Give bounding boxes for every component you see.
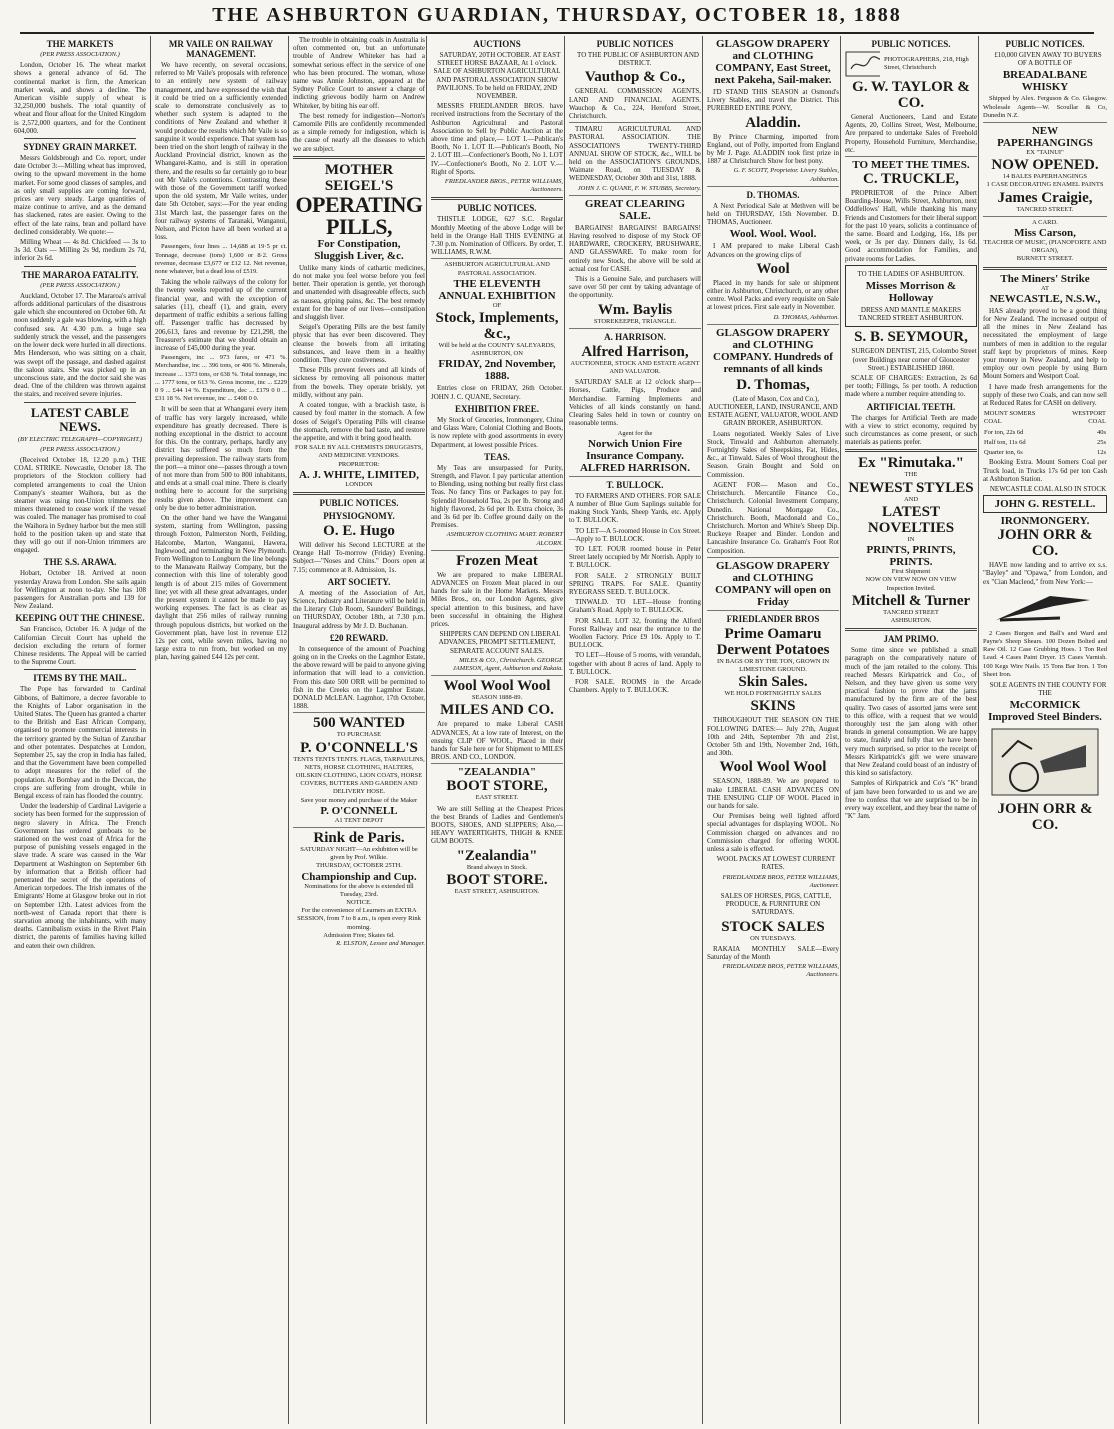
wool-title-2: Wool. Wool. Wool. bbox=[729, 228, 817, 241]
truckle-title: C. TRUCKLE, bbox=[863, 171, 959, 188]
teas-text: My Teas are unsurpassed for Purity, Strength, and Flavor. I pay particular attention to Blending, using nothing but really first class Teas. No fancy Tins or Packages to pay for. Splendid Household Tea, 2s per lb. Strong and highly flavored, 2s 6d per lb. Extra choice, 3s and 3s 6d per lb. Coffee ground daily on the Premises. bbox=[431, 463, 563, 530]
taylor-text: General Auctioneers, Land and Estate Agents, 20, Collins Street, West, Melbourne, Are prepared to undertake Sales of Freehold Property, Household Furniture, Merchandise, etc. bbox=[845, 113, 977, 154]
boot-address: EAST STREET, ASHBURTON. bbox=[454, 887, 540, 895]
carson-title: Miss Carson, bbox=[1014, 227, 1076, 240]
oamaru-title: Prime Oamaru bbox=[724, 625, 822, 642]
glasgow-2: GLASGOW DRAPERY and CLOTHING COMPANY. Hundreds of remnants of all kinds bbox=[713, 326, 833, 375]
arawa-text: Hobart, October 18. Arrived at noon yesterday Arawa from London. She sails again for Wellington at noon to-day. She has 108 passengers for Australian ports and 139 for New Zealand. bbox=[14, 569, 146, 611]
alcorn-sig: ASHBURTON CLOTHING MART. ROBERT ALCORN. bbox=[446, 531, 563, 547]
art-text: A meeting of the Association of Art, Science, Industry and Literature will be held in the Literary Club Room, Saunders' Buildings, on THURSDAY, October 18th, at 7.30 p.m. Inaugural address by Mr J. D. Buchanan. bbox=[293, 588, 425, 630]
in-text: IN bbox=[907, 535, 915, 543]
rink-signature: R. ELSTON, Lessee and Manager. bbox=[336, 940, 425, 948]
wool-season-text: SEASON, 1888-89. We are prepared to make LIBERAL CASH ADVANCES ON THE ENSUING CLIP OF WOOL Placed in our hands for sale. bbox=[707, 777, 839, 810]
divider bbox=[569, 476, 701, 477]
divider bbox=[707, 610, 839, 611]
miles-text: Are prepared to make Liberal CASH ADVANCES, At a low rate of Interest, on the ensuing CLIP OF WOOL, Placed in their hands for Sale here or for Shipment to MILES BROS. AND CO., LONDON. bbox=[431, 720, 563, 762]
whisky-text: Shipped by Alex. Ferguson & Co. Glasgow. Wholesale Agents—W. Scoullar & Co, Dunedin N.Z. bbox=[983, 95, 1107, 119]
sales-horses: SALES OF HORSES, PIGS, CATTLE, PRODUCE, & FURNITURE ON SATURDAYS. bbox=[720, 891, 832, 917]
potatoes-title: Derwent Potatoes bbox=[716, 641, 830, 658]
zealandia-stock: Brand always in Stock. bbox=[466, 863, 528, 871]
wool-packs: WOOL PACKS AT LOWEST CURRENT RATES. bbox=[716, 855, 836, 872]
public-notice: TO THE PUBLIC OF ASHBURTON AND DISTRICT. bbox=[577, 51, 699, 68]
oconnell-items: TENTS TENTS TENTS. FLAGS, TARPAULINS, NETS, HORSE CLOTHING, HALTERS, OILSKIN CLOTHING, LION COATS, HORSE COVERS, BUTTERS AND GARDEN AND DELIVERY HOSE. bbox=[293, 755, 425, 796]
mararoa-heading: THE MARAROA FATALITY. bbox=[21, 269, 139, 280]
mitchell-street: TANCRED STREET bbox=[883, 608, 939, 616]
timaru-show: TIMARU AGRICULTURAL AND PASTORAL ASSOCIATION. THE ASSOCIATION'S TWENTY-THIRD ANNUAL SHOW OF STOCK, &c., WILL be held on the ASSOCIATION'S GROUNDS, Waimate Road, on TUESDAY & WEDNESDAY, October 30th and 31st, 1888. bbox=[569, 125, 701, 183]
divider bbox=[293, 827, 425, 828]
shears-icon bbox=[990, 590, 1100, 626]
bullock-3: TO LET. FOUR roomed house in Peter Street lately occupied by Mr Norrish. Apply to T. BULLOCK. bbox=[569, 544, 701, 570]
enamel-text: 1 CASE DECORATING ENAMEL PAINTS bbox=[986, 181, 1104, 189]
methven-sale: A Next Periodical Sale at Methven will be held on THURSDAY, 15th November. D. THOMAS, Auctioneer. bbox=[707, 201, 839, 227]
harrison-name: Alfred Harrison, bbox=[581, 343, 689, 360]
norwich-title: Norwich Union Fire Insurance Company. bbox=[586, 437, 684, 462]
latest-novelties: LATEST NOVELTIES bbox=[867, 503, 955, 536]
markets-source: (PER PRESS ASSOCIATION.) bbox=[40, 51, 120, 58]
photographer-text: PHOTOGRAPHERS, 218, High Street, Christchurch bbox=[883, 55, 969, 71]
art-heading: ART SOCIETY. bbox=[327, 576, 391, 587]
vaile-text-3: It will be seen that at Whangarei every item of traffic has very largely increased, while expenditure has greatly decreased. There is nothing exceptional in the district to account for this. On the contrary, perhaps, hardly any district has suffered so much from the prevailing depression. The railway starts from the port—a minor one—passes through a town of not more than from 500 to 800 inhabitants, and ends at a small coal mine. There is clearly nothing here to account for the surprising results given above. The improvement can only be due to better administration. bbox=[155, 405, 287, 512]
morrison-sub: DRESS AND MANTLE MAKERS TANCRED STREET ASHBURTON. bbox=[858, 306, 964, 323]
vaile-heading: MR VAILE ON RAILWAY MANAGEMENT. bbox=[168, 39, 274, 59]
scott-sig: G. F. SCOTT, Proprietor. Livery Stables, Ashburton. bbox=[733, 167, 839, 183]
tainui-text: EX "TAINUI" bbox=[1026, 149, 1064, 157]
thomas-sig: D. THOMAS, Ashburton. bbox=[773, 313, 839, 321]
harrison-heading: A. HARRISON. bbox=[604, 331, 666, 342]
vaile-list: Passengers, inc ... 973 fares, or 471 %. Merchandise, inc ... 396 tons, or 406 %. Minerals, increase ... 1373 tons, or 638 %. Total tonnage, inc ... 1777 tons, or 613 %. Gross income, inc ... £229 0 9 ... £44 14 %. Expenditure, dec ... £179 0 0 ... £31 18 %. Net revenue, inc ... £408 0 0. bbox=[155, 354, 287, 403]
coal-cell: WESTPORT COAL bbox=[1072, 410, 1106, 426]
divider bbox=[845, 449, 977, 452]
and-text: AND bbox=[903, 495, 919, 503]
at-text: AT bbox=[1041, 284, 1049, 292]
arawa-heading: THE S.S. ARAWA. bbox=[43, 557, 117, 568]
seigel-title-1: MOTHER bbox=[324, 161, 394, 178]
divider bbox=[569, 328, 701, 329]
skin-hold: WE HOLD FORTNIGHTLY SALES bbox=[724, 690, 822, 698]
clearing-sale-title: GREAT CLEARING SALE. bbox=[584, 197, 686, 222]
ironmongery-title: IRONMONGERY. bbox=[1000, 515, 1090, 528]
skins-dates: THROUGHOUT THE SEASON ON THE FOLLOWING DATES:— July 27th, August 10th and 24th, September 7th and 21st, October 5th and 19th, November 2nd, 16th, and 30th. bbox=[707, 716, 839, 758]
frozen-meat-text: We are prepared to make LIBERAL ADVANCES on Frozen Meat placed in our hands for sale in the Home Markets. Messrs Miles Bros., on, our London Agents, give special attention to this business, and have been successful in obtaining the Highest prices. bbox=[431, 570, 563, 628]
photographer-logo-icon bbox=[845, 51, 880, 77]
newest-styles: NEWEST STYLES bbox=[848, 479, 974, 496]
newcastle-title: NEWCASTLE, N.S.W., bbox=[989, 292, 1101, 305]
exhibition-ad bbox=[431, 261, 563, 382]
taylor-title: G. W. TAYLOR & CO. bbox=[852, 79, 970, 111]
vaile-table: Passengers, four lines ... 14,688 at 19·5 pr ct. Tonnage, decrease (tons) 1,600 or 8·2. Gross revenue, decrease £3,677 or £12 12. Net revenue, none whatever, but a dead loss of £519. bbox=[155, 243, 287, 276]
skins-title: SKINS bbox=[750, 698, 796, 715]
seymour-sub: SURGEON DENTIST, 215, Colombo Street (over Buildings near corner of Gloucester Street.) ESTABLISHED 1860. bbox=[851, 347, 977, 372]
column-7 bbox=[840, 36, 981, 1424]
morrison-title: Misses Morrison & Holloway bbox=[865, 280, 957, 305]
column-5 bbox=[564, 36, 705, 1424]
coal-trouble-text: The trouble in obtaining coals in Australia is often commented on, but an unfortunate trouble of Andrew Whiteker has had a somewhat serious effect in the service of one who has been procured. The woman, whose name was Annie Johnston, appeared at the Sydney Police Court to answer a charge of indicting grievous bodily harm on Andrew Whiteker, by biting his ear off. bbox=[293, 36, 425, 110]
rink-admission: Admission Free; Skates 6d. bbox=[323, 931, 395, 939]
jam-text-2: Samples of Kirkpatrick and Co's "K" brand of jam have been forwarded to us and we are free to confess that we are surprised to be in every way excellent, and they bear the name of "K" Jam. bbox=[845, 779, 977, 821]
seigel-sub-2: Sluggish Liver, &c. bbox=[314, 249, 404, 262]
reward-heading: £20 REWARD. bbox=[329, 632, 388, 643]
cable-heading: LATEST CABLE NEWS. bbox=[30, 404, 130, 434]
orr-landing: HAVE now landing and to arrive ex s.s. "Bayley" and "Opawa," from London, and ex "Cian Macleod," from New York:— bbox=[983, 561, 1107, 586]
grain-text: Messrs Goldsbrough and Co. report, under date October 3:—Milling wheat has improved, owing to the upward movement in the home market. For some good classes of samples, and as only small supplies are coming forward, prices are very steady. Large quantities of maize continue to arrive, and as the demand has slackened, rates are easier. Owing to the effect of the late rains, bran and pollard have declined considerably. We quote:— bbox=[14, 154, 146, 236]
mail-text: The Pope has forwarded to Cardinal Gibbons, of Baltimore, a decree favorable to the Knights of Labor organisation in the United States. The Queen has granted a charter to the British and East African Company, organised to promote commercial interests in the territory granted by the Sultan of Zanzibar and other potentates. Despatches at London, September 25, say the crop in India has failed, and that the Government have been compelled to adopt measures for the relief of the population. At Bombay and in the Deccan, the crops are suffering from drought, while in Bengal excess of rain has flooded the country. bbox=[14, 685, 146, 801]
mararoa-source: (PER PRESS ASSOCIATION.) bbox=[40, 281, 120, 289]
oconnell-depot: A1 TENT DEPOT bbox=[334, 816, 384, 824]
carson-street: BURNETT STREET. bbox=[1016, 255, 1074, 263]
clearing-sale-text: BARGAINS! BARGAINS! BARGAINS! Having resolved to dispose of my Stock OF HARDWARE, CROCKERY, BRUSHWARE, AND GLASSWARE. To make room for entirely new Stock, the above will be sold at actual cost for CASH. bbox=[569, 223, 701, 273]
coal-price-table bbox=[983, 409, 1107, 458]
wauchop-text: GENERAL COMMISSION AGENTS, LAND AND FINANCIAL AGENTS. Wauchop & Co., 224, Hereford Street, Christchurch. bbox=[569, 87, 701, 121]
exhibition-title: THE ELEVENTH ANNUAL EXHIBITION bbox=[438, 277, 556, 302]
exhibition-entries: Entries close on FRIDAY, 26th October. JOHN J. C. QUANE, Secretary. bbox=[431, 384, 563, 401]
cable-source: (BY ELECTRIC TELEGRAPH—COPYRIGHT.) bbox=[17, 435, 143, 443]
divider bbox=[707, 324, 839, 325]
masthead bbox=[20, 4, 1094, 34]
restell-title: JOHN G. RESTELL. bbox=[994, 498, 1096, 511]
column-6 bbox=[702, 36, 843, 1424]
rink-saturday: SATURDAY NIGHT—An exhibition will be given by Prof. Wilkie. bbox=[300, 846, 418, 862]
divider bbox=[24, 669, 136, 670]
shippers-text: SHIPPERS CAN DEPEND ON LIBERAL ADVANCES, PROMPT SETTLEMENT, SEPARATE ACCOUNT SALES. bbox=[438, 630, 561, 655]
divider bbox=[431, 763, 563, 764]
meet-times: TO MEET THE TIMES. bbox=[852, 159, 970, 172]
column-4 bbox=[426, 36, 567, 1424]
divider bbox=[293, 492, 425, 495]
mararoa-text: Auckland, October 17. The Mararoa's arrival affords additional particulars of the disastrous gale which she encountered on October 6th. At noon suddenly a gale was blowing, with a high confused sea. At 4.30 p.m. a huge sea suddenly struck the vessel, and the passengers on the lower deck were hurled in all directions. Mrs Henderson, who was sitting on a chair, was swept off the passage, and dashed against the saloon stairs. She was picked up in an unconscious state, and the doctor said she was dead. One of the children was thrown against the stairs, and received severe injuries. bbox=[14, 291, 146, 399]
seigel-title-4: PILLS, bbox=[325, 213, 393, 239]
harrison-text: SATURDAY SALE at 12 o'clock sharp—Horses, Cattle, Pigs, Produce and Merchandise. Farming Implements and Vehicles of all kinds constantly on hand. Clearing Sales held in town or country on reasonable terms. bbox=[569, 378, 701, 428]
whisky-title: BREADALBANE WHISKY bbox=[1002, 69, 1088, 94]
divider bbox=[293, 712, 425, 713]
divider bbox=[845, 628, 977, 631]
coal-strike-text: (Received October 18, 12.20 p.m.) THE COAL STRIKE. Newcastle, October 18. The proprietors of the Stockton colliery had completed arrangements to coal the Union Company's steamer Waihora, but as the steamer was using non-Union trimmers the miners threatened to cease work if the vessel was coaled. The manager has promised to coal the Waihora in Sydney harbor but the men still hold to the position taken up and state that they will go out if non-Union trimmers are engaged. bbox=[14, 455, 146, 555]
jam-text: Some time since we published a small paragraph on the comparatively nature of much of the jam retailed to the colony. This reached Messrs Kirkpatrick and Co., of Nelson, and they have given us some very practical fashion to prove that the jams manufactured by the firm are of the best quality. Two cases of assorted jams were sent to this office, with a request that we would thoroughly test the jam along with other brands in general consumption. We are happy to state, frankly and fully that we have been very much surprised, so prior to the receipt of Messrs Kirkpatrick's gift we were unaware that New Zealand could boast of an industry of this kind so satisfactory. bbox=[845, 646, 977, 778]
markets-text: London, October 16. The wheat market shows a general advance of 6d. The continental market is firm, the American market weak, and shows a decline. The American visible supply of wheat is 32,250,000 bushels. The total quantity of wheat and flour afloat for the United Kingdom is 2,572,000 quarters, and for the Continent 604,000. bbox=[14, 61, 146, 135]
rink-notice: NOTICE. bbox=[346, 899, 372, 907]
orr-title: JOHN ORR & CO. bbox=[997, 527, 1093, 560]
bales-text: 14 BALES PAPERHANGINGS bbox=[1003, 173, 1087, 181]
hugo-name: O. E. Hugo bbox=[323, 522, 395, 539]
thomas-services: Loans negotiated. Weekly Sales of Live Stock, Tinwald and Ashburton alternately. Fortnightly Sales of Sheepskins, Fat, Hides, &c., at Tinwald. Sales of Wool throughout the Season. Grain Bought and Sold on Commission. bbox=[707, 429, 839, 479]
agent-for: Agent for the bbox=[617, 429, 653, 437]
skin-sales-title: Skin Sales. bbox=[738, 674, 808, 691]
aladdin-title: Aladdin. bbox=[745, 114, 801, 131]
potatoes-sub: IN BAGS OR BY THE TON, GROWN IN LIMESTONE GROUND. bbox=[716, 657, 830, 673]
markets-heading: THE MARKETS bbox=[46, 39, 114, 49]
timaru-sig: JOHN J. C. QUANE, F. W. STUBBS, Secretary. bbox=[577, 184, 701, 192]
oconnell-purchase: TO PURCHASE bbox=[336, 731, 382, 739]
craigie-title: James Craigie, bbox=[997, 189, 1093, 206]
boot-street: EAST STREET. bbox=[475, 794, 519, 802]
wool-text: Placed in my hands for sale or shipment either in Ashburton, Christchurch, or any other centre. Wool Packs and every requisite on Sale at lowest prices. First sale early in November. bbox=[707, 278, 839, 312]
bullock-heading: T. BULLOCK. bbox=[606, 479, 664, 490]
stock-sales-title: STOCK SALES bbox=[721, 918, 825, 935]
chinese-heading: KEEPING OUT THE CHINESE. bbox=[15, 613, 145, 624]
inspection: Inspection Invited. bbox=[886, 584, 936, 592]
mail-heading: ITEMS BY THE MAIL. bbox=[33, 673, 127, 684]
rakaia-sale: RAKAIA MONTHLY SALE—Every Saturday of the Month bbox=[707, 944, 839, 961]
column-8 bbox=[978, 36, 1111, 1424]
coal-cell: 40s bbox=[1096, 428, 1106, 436]
groceries-text: My Stock of Groceries, Ironmongery, China and Glass Ware, Colonial Clothing and Boots, is now replete with good assortments in every Department, at lowest possible Prices. bbox=[431, 415, 563, 449]
thomas-heading: D. THOMAS. bbox=[746, 189, 800, 200]
physiognomy-heading: PHYSIOGNOMY. bbox=[323, 510, 395, 521]
reward-text: In consequence of the amount of Poaching going on in the Creeks on the Lagmhor Estate, the above reward will be paid to anyone giving information that will lead to a conviction. From this date 500 ORR will be permitted to fish in the Creeks on the Lagmhor Estate. DONALD McLEAN. Lagmhor, 17th October, 1888. bbox=[293, 644, 425, 711]
stand-text: I'D STAND THIS SEASON at Osmond's Livery Stables, and travel the District. This PUREBRED ENTIRE PONY, bbox=[707, 88, 839, 113]
strike-text: HAS already proved to be a good thing for New Zealand. The increased output of all the mines in New Zealand has necessitated the employment of large numbers of men in addition to the regular staff kept by proprietors of mines. Keep your money in New Zealand, and help to employ our own people by using Burn Mount Somers and Westport Coal. bbox=[983, 306, 1107, 381]
rimutaka-title: Ex "Rimutaka." bbox=[858, 455, 964, 472]
seigel-text-2: Seigel's Operating Pills are the best family physic that has ever been discovered. They cleanse the bowels from all irritating substances, and leave them in a healthy condition. They cure costiveness. bbox=[293, 323, 425, 365]
seigel-text-3: These Pills prevent fevers and all kinds of sickness by removing all poisonous matter from the bowels. They operate briskly, yet mildly, without any pain. bbox=[293, 366, 425, 399]
coal-cell: For ton, 22s 6d bbox=[984, 428, 1024, 436]
zealandia-title: "ZEALANDIA" bbox=[457, 766, 537, 779]
column-2 bbox=[150, 36, 291, 1424]
card-text: A CARD. bbox=[1032, 218, 1058, 226]
hugo-text: Will deliver his Second LECTURE at the Orange Hall To-morrow (Friday) Evening. Subject—"Noses and Chins." Doors open at 7.15; commence at 8. Admission, 1s. bbox=[293, 540, 425, 574]
exhibition-assoc: ASHBURTON AGRICULTURAL AND PASTORAL ASSOCIATION. bbox=[444, 261, 550, 277]
aladdin-text: By Prince Charming, imported from England, out of Polly, imported from England by Mr J. Page. ALADDIN took first prize in 1887 at Christchurch Show for best pony. bbox=[707, 132, 839, 166]
zealandia-brand: "Zealandia" bbox=[456, 847, 538, 864]
friedlander-sig-2: FRIEDLANDER BROS, PETER WILLIAMS, Auctioneer. bbox=[722, 873, 839, 889]
white-sale: FOR SALE BY ALL CHEMISTS DRUGGISTS, AND MEDICINE VENDORS. bbox=[294, 444, 424, 460]
thistle-lodge: THISTLE LODGE, 627 S.C. Regular Monthly Meeting of the above Lodge will be held in the Orange Hall THIS EVENING at 7.30 p.m. Nomination of Officers. By order, T. WILLIAMS, R.W.M. bbox=[431, 215, 563, 257]
divider bbox=[431, 258, 563, 259]
miles-title: MILES AND CO. bbox=[440, 702, 554, 719]
boot-store-title-2: BOOT STORE. bbox=[446, 871, 548, 888]
white-proprietor: PROPRIETOR: bbox=[338, 460, 380, 468]
vaile-text: We have recently, on several occasions, referred to Mr Vaile's proposals with reference to an entirely new system of railway management, and have expressed the wish that it could be tried on a sufficiently extended scale to demonstrate conclusively as to whether such system is adapted to the conditions of New Zealand and whether it would produce the results which Mr Vaile is so sanguine it would experience. That system has been tried on the short length of railway in the Auckland Provincial district, known as the Whangarei-Kamo, and is still in operation there, and the results so far certainly go to bear out Mr Vaile's contentions. Contrasting these with those of the Government tariff worked upon the old system, Mr Vaile writes, under date 5th October, says:—For the year ending 31st March last, the passenger fares on the four railway systems of Taranaki, Wanganui, Nelson, and Picton have all been worked at a loss. bbox=[155, 61, 287, 242]
the-text: THE bbox=[904, 471, 918, 479]
divider bbox=[431, 197, 563, 200]
column-3 bbox=[288, 36, 429, 1424]
jam-heading: JAM PRIMO. bbox=[883, 634, 939, 645]
strike-title: The Miners' Strike bbox=[1000, 272, 1090, 285]
glasgow-1: GLASGOW DRAPERY and CLOTHING COMPANY, East Street, next Pakeha, Sail-maker. bbox=[714, 38, 832, 86]
divider bbox=[24, 138, 136, 139]
friedlander-heading: FRIEDLANDER BROS bbox=[726, 613, 820, 624]
divider bbox=[24, 266, 136, 267]
boot-text: We are still Selling at the Cheapest Prices the best Brands of Ladies and Gentlemen's BOOTS, SHOES, AND SLIPPERS; Also,— HEAVY WATERTIGHTS, THIGH & KNEE GUM BOOTS. bbox=[431, 804, 563, 846]
thomas-agents: AGENT FOR— Mason and Co., Christchurch. Mercantile Finance Co., Christchurch. Colonial Investment Company, Dunedin. National Mortgage Co., Christchurch. Booth, Macdonald and Co., Christchurch. Morton and White's Sheep Dip. Ruckeye Reaper and Binder. London and Lancashire Insurance Co. Graham's Foot Rot Composition. bbox=[707, 480, 839, 555]
rink-ad bbox=[293, 830, 425, 948]
cable-source-2: (PER PRESS ASSOCIATION.) bbox=[40, 445, 120, 453]
stock-sales-day: ON TUESDAYS. bbox=[750, 934, 796, 942]
mail-text-2: Under the leadership of Cardinal Lavigerie a society has been formed for the suppression of negro slavery in Africa. The French Government has ordered gunboats to be stationed on the west coast of Africa for the purpose of punishing vessels engaged in the slave trade. A scare was caused in the War Department at Washington on September 6th by information that a British officer had penetrated the secret of the operations of American torpedoes. The Irish inmates of the Emigrants' Home at Glasgow broke out in riot on September 12th. Latest advices from the north-west of Canada report that there is starvation among the inhabitants, with many deaths. Cannibalism exists in the Rivet Plain district, the parents of families having killed and eaten their own children. bbox=[14, 802, 146, 950]
harrison-title: AUCTIONEER, STOCK AND ESTATE AGENT AND VALUATOR. bbox=[570, 359, 700, 376]
divider bbox=[983, 216, 1107, 217]
frozen-meat-title: Frozen Meat bbox=[456, 552, 538, 569]
seigel-text-4: A coated tongue, with a brackish taste, is caused by foul matter in the stomach. A few doses of Seigel's Operating Pills will cleanse the stomach, remove the bad taste, and restore the appetite, and with it bring good health. bbox=[293, 401, 425, 442]
newcastle-stock: NEWCASTLE COAL ALSO IN STOCK bbox=[989, 484, 1107, 493]
friedlander-instructions: MESSRS FRIEDLANDER BROS. have received instructions from the Secretary of the Ashburton Agricultural and Pastoral Association to Sell by Public Auction at the above time and place,— LOT I.—Publican's Booth, No 1. LOT II.—Publican's Booth, No 2. LOT III.—Confectioner's Booth, No 1. LOT IV.—Confectioner's Booth, No 2. LOT V.—Right of Sports. bbox=[431, 102, 563, 176]
orr-list: 2 Cases Burgon and Ball's and Ward and Payne's Sheep Shears. 100 Dozen Bolted and Raw Oil. 12 Case Grubbing Hoes. 1 Ton Red Lead. 4 Cases Paint Dryer. 15 Cases Varnish. 100 Kegs Wire Nails. 15 Tons Bar Iron. 1 Ton Sheet Iron. bbox=[983, 629, 1107, 678]
mitchell-title: Mitchell & Turner bbox=[851, 592, 971, 609]
seigel-ad bbox=[293, 162, 425, 262]
now-opened: NOW OPENED. bbox=[991, 157, 1099, 174]
coal-cell: MOUNT SOMERS COAL bbox=[984, 410, 1036, 426]
miles-sig: MILES & CO., Christchurch. GEORGE JAMESON, Agent, Ashburton and Rakaia. bbox=[452, 656, 563, 672]
coal-cell: Half ton, 11s 6d bbox=[984, 438, 1026, 446]
rink-session: For the convenience of Learners an EXTRA SESSION, from 7 to 8 a.m., is open every Rink morning. bbox=[297, 907, 421, 931]
bullock-7: TO LET—House of 5 rooms, with verandah, together with about 8 acres of land. Apply to T. BULLOCK. bbox=[569, 651, 701, 676]
divider bbox=[845, 156, 977, 157]
orr-title-2: JOHN ORR & CO. bbox=[997, 801, 1093, 834]
coal-arrangements: I have made fresh arrangements for the supply of these two Coals, and can now sell at Reduced Rates for CASH on delivery. bbox=[983, 382, 1107, 408]
rink-nominations: Nominations for the above is extended till Tuesday, 23rd. bbox=[304, 882, 414, 898]
notices-heading-2: PUBLIC NOTICES. bbox=[457, 203, 537, 214]
bullock-2: TO LET—A 5-roomed House in Cox Street.—Apply to T. BULLOCK. bbox=[569, 526, 701, 543]
wool-season: SEASON 1888-89. bbox=[471, 694, 523, 702]
oconnell-ad bbox=[293, 715, 425, 825]
seigel-sub-1: For Constipation, bbox=[317, 237, 401, 250]
mitchell-town: ASHBURTON. bbox=[890, 616, 932, 624]
notices-heading: PUBLIC NOTICES. bbox=[319, 497, 399, 508]
rink-date: THURSDAY, OCTOBER 25TH. bbox=[316, 862, 402, 870]
coal-truck: Booking Extra. Mount Somers Coal per Truck load, in Trucks 17s 6d per ton Cash at Ashburton Station. bbox=[983, 458, 1107, 483]
exhibition-free: EXHIBITION FREE. bbox=[454, 403, 540, 414]
exhibition-stock: Stock, Implements, &c., bbox=[435, 310, 559, 343]
paperhangings-title: NEW PAPERHANGINGS bbox=[997, 125, 1093, 150]
friedlander-sig: FRIEDLANDER BROS., PETER WILLIAMS, Auctioneers. bbox=[444, 178, 563, 194]
wool-title-3: Wool Wool Wool bbox=[719, 759, 827, 776]
whisky-give: £10,000 GIVEN AWAY TO BUYERS OF A BOTTLE OF bbox=[994, 51, 1102, 68]
divider bbox=[431, 675, 563, 676]
bullock-1: TO FARMERS AND OTHERS. FOR SALE A number of Blue Gum Saplings suitable for making Stock Yards, Sheep Yards, etc. Apply to T. BULLOCK. bbox=[569, 491, 701, 525]
notices-heading-3: PUBLIC NOTICES bbox=[596, 39, 674, 49]
baylis-title: STOREKEEPER, TRIANGLE. bbox=[593, 317, 677, 325]
masthead-title: THE ASHBURTON GUARDIAN, THURSDAY, OCTOBER 18, 1888 bbox=[212, 4, 902, 26]
baylis-name: Wm. Baylis bbox=[597, 301, 673, 318]
thomas-name: D. Thomas, bbox=[736, 376, 810, 393]
column-1 bbox=[14, 36, 150, 1424]
notices-heading-5: PUBLIC NOTICES. bbox=[1005, 39, 1085, 49]
friedlander-sig-3: FRIEDLANDER BROS, PETER WILLIAMS, Auctioneers. bbox=[722, 963, 839, 979]
wool-big: Wool bbox=[756, 260, 790, 277]
first-shipment: First Shipment bbox=[891, 568, 931, 576]
oconnell-save: Save your money and purchase of the Maker bbox=[300, 796, 418, 804]
prints-title: PRINTS, PRINTS, PRINTS. bbox=[866, 544, 956, 569]
bullock-6: FOR SALE. LOT 32, fronting the Alford Forest Railway and near the entrance to the Woollen Factory. Price £9 10s. Apply to T. BULLOCK. bbox=[569, 616, 701, 650]
seigel-text-1: Unlike many kinds of cathartic medicines, do not make you feel worse before you feel better. Their operation is gentle, yet thorough and unattended with disagreeable effects, such as nausea, griping pains, &c. The best remedy extant for the bane of our lives—constipation and sluggish liver. bbox=[293, 263, 425, 322]
show-pavilions: SATURDAY, 20TH OCTOBER. AT EAST STREET HORSE BAZAAR, At 1 o'clock. SALE OF ASHBURTON AGRICULTURAL AND PASTORAL ASSOCIATION SHOW PAVILIONS. To be held on FRIDAY, 2ND NOVEMBER. bbox=[433, 51, 561, 101]
coal-cell: Quarter ton, 6s bbox=[984, 449, 1023, 457]
genuine-sale: This is a Genuine Sale, and purchasers will save over 50 per cent by taking advantage of the opportunity. bbox=[569, 275, 701, 300]
vaile-text-4: On the other hand we have the Wanganui system, starting from Wellington, passing through Foxton, Palmerston North, Feilding, Halcombe, Marton, Wanganui, Hawera, Inglewood, and terminating in New Plymouth. From Wellington to Longburn the line belongs to the Manawatu Railway Company, but the connection with this line of tolerably good length is of about 215 miles of Government line; yet with all these great advantages, under the present system it cannot be made to pay working expenses. The fact is as clear as daylight that 256 miles of railway running through populous districts, but worked on the Government plan, have lost in revenue £12 12s per cent, while seven miles, having no large extra to run from, but worked on my plan, having gained £44 12s per cent. bbox=[155, 513, 287, 662]
exhibition-of: OF bbox=[492, 301, 502, 309]
white-name: A. J. WHITE, LIMITED, bbox=[299, 468, 419, 481]
oconnell-name-2: P. O'CONNELL bbox=[320, 804, 398, 817]
harrison-name-2: ALFRED HARRISON. bbox=[579, 461, 690, 474]
white-ad bbox=[293, 444, 425, 489]
wool-advances: I AM prepared to make Liberal Cash Advances on the growing clips of bbox=[707, 242, 839, 259]
craigie-street: TANCRED STREET. bbox=[1016, 205, 1074, 213]
teeth-text: The charges for Artificial Teeth are made with a view to strict economy, required by such circumstances as come present, or such materials as patients prefer. bbox=[845, 413, 977, 447]
sole-agents: SOLE AGENTS IN THE COUNTY FOR THE bbox=[989, 680, 1107, 698]
boot-store-title: BOOT STORE, bbox=[446, 778, 548, 795]
binders-title: Improved Steel Binders. bbox=[988, 711, 1102, 724]
divider bbox=[569, 122, 701, 123]
exhibition-date: FRIDAY, 2nd November, 1888. bbox=[438, 358, 556, 383]
wauchop-title: Vauthop & Co., bbox=[584, 69, 686, 86]
divider bbox=[983, 267, 1107, 270]
divider bbox=[707, 557, 839, 558]
rink-championship: Championship and Cup. bbox=[301, 870, 417, 883]
glasgow-3: GLASGOW DRAPERY and CLOTHING COMPANY will open on Friday bbox=[715, 559, 831, 608]
white-city: LONDON bbox=[345, 480, 373, 488]
divider bbox=[293, 156, 425, 159]
notices-heading-4: PUBLIC NOTICES. bbox=[871, 39, 951, 49]
divider bbox=[24, 402, 136, 403]
norton-pills-text: The best remedy for indigestion—Norton's Camomile Pills are confidently recommended as a simple remedy for indigestion, which is the cause of nearly all the diseases to which we are subject. bbox=[293, 111, 425, 153]
grain-quotes: Milling Wheat — 4s 8d. Chickfeed — 3s to 3s 3d. Oats — Milling 2s 9d, medium 2s 7d, inferior 2s 6d. bbox=[14, 238, 146, 263]
mccormick-title: McCORMICK bbox=[1009, 699, 1081, 712]
now-on-view: NOW ON VIEW NOW ON VIEW bbox=[865, 576, 957, 584]
rink-title: Rink de Paris. bbox=[313, 830, 405, 846]
ladies-heading: TO THE LADIES OF ASHBURTON. bbox=[857, 269, 965, 278]
auctions-heading: AUCTIONS bbox=[473, 39, 521, 49]
thomas-title: (Late of Mason, Cox and Co.), AUCTIONEER, LAND, INSURANCE, AND ESTATE AGENT, VALUATOR, WOOL AND GRAIN BROKER, ASHBURTON. bbox=[708, 394, 838, 428]
bullock-4: FOR SALE. 2 STRONGLY BUILT SPRING TRAPS. For SALE. Quantity RYEGRASS SEED. T. BULLOCK. bbox=[569, 571, 701, 596]
seymour-charges: SCALE OF CHARGES: Extraction, 2s 6d per tooth; Fillings, 5s per tooth. A reduction made where a number require attending to. bbox=[845, 374, 977, 399]
coal-cell: 12s bbox=[1096, 449, 1106, 457]
oconnell-name: P. O'CONNELL'S bbox=[300, 739, 418, 756]
truckle-text: PROPRIETOR of the Prince Albert Boarding-House, Wills Street, Ashburton, next Oddfellows' Hall, while thanking his many Friends and Customers for their liberal support for the past 10 years, solicits a continuance of the same. Board and Lodging, 16s, 18s per week, or 3s per day. Dinners daily, 1s 6d. Good accommodation for Families, and private rooms for Ladies. bbox=[845, 189, 977, 263]
grain-heading: SYDNEY GRAIN MARKET. bbox=[23, 142, 137, 153]
seymour-title: S. B. SEYMOUR, bbox=[854, 329, 968, 346]
divider bbox=[569, 195, 701, 196]
coal-cell: 25s bbox=[1096, 438, 1106, 446]
teeth-heading: ARTIFICIAL TEETH. bbox=[866, 401, 956, 412]
teas-heading: TEAS. bbox=[484, 451, 510, 462]
seigel-title-3: OPERATING bbox=[295, 191, 423, 217]
divider bbox=[431, 550, 563, 551]
wool-premises: Our Premises being well lighted afford special advantages for displaying WOOL. No Commission charged on advances and no Commission charged for offering WOOL unless a sale is effected. bbox=[707, 812, 839, 853]
seigel-title-2: SEIGEL'S bbox=[324, 177, 394, 194]
oconnell-wanted: 500 WANTED bbox=[313, 715, 405, 732]
exhibition-place: Will be held at the COUNTY SALEYARDS, ASHBURTON, ON bbox=[438, 342, 556, 358]
divider bbox=[707, 186, 839, 187]
divider bbox=[983, 122, 1107, 123]
chinese-text: San Francisco, October 16. A judge of the Californian Circuit Court has upheld the decision excluding the return of former Chinese residents. The Appeal will be carried to the Supreme Court. bbox=[14, 625, 146, 667]
wool-title: Wool Wool Wool bbox=[443, 678, 551, 695]
vaile-text-2: Taking the whole railways of the colony for the twenty weeks reported up of the current financial year, and with the exception of salaries (11), cheaff (1), and grain, every department of traffic exhibits a serious falling off. Passenger traffic has decreased by 206,613, fares and revenue by £21,298, the Treasurer's estimate that we should obtain an increase of £45,000 during the year. bbox=[155, 278, 287, 352]
carson-sub: TEACHER OF MUSIC, (PIANOFORTE AND ORGAN), bbox=[983, 239, 1107, 255]
reaper-binder-icon bbox=[990, 727, 1100, 797]
bullock-5: TINWALD. TO LET—House fronting Graham's Road. Apply to T. BULLOCK. bbox=[569, 598, 701, 615]
bullock-8: FOR SALE. ROOMS in the Arcade Chambers. Apply to T. BULLOCK. bbox=[569, 677, 701, 695]
